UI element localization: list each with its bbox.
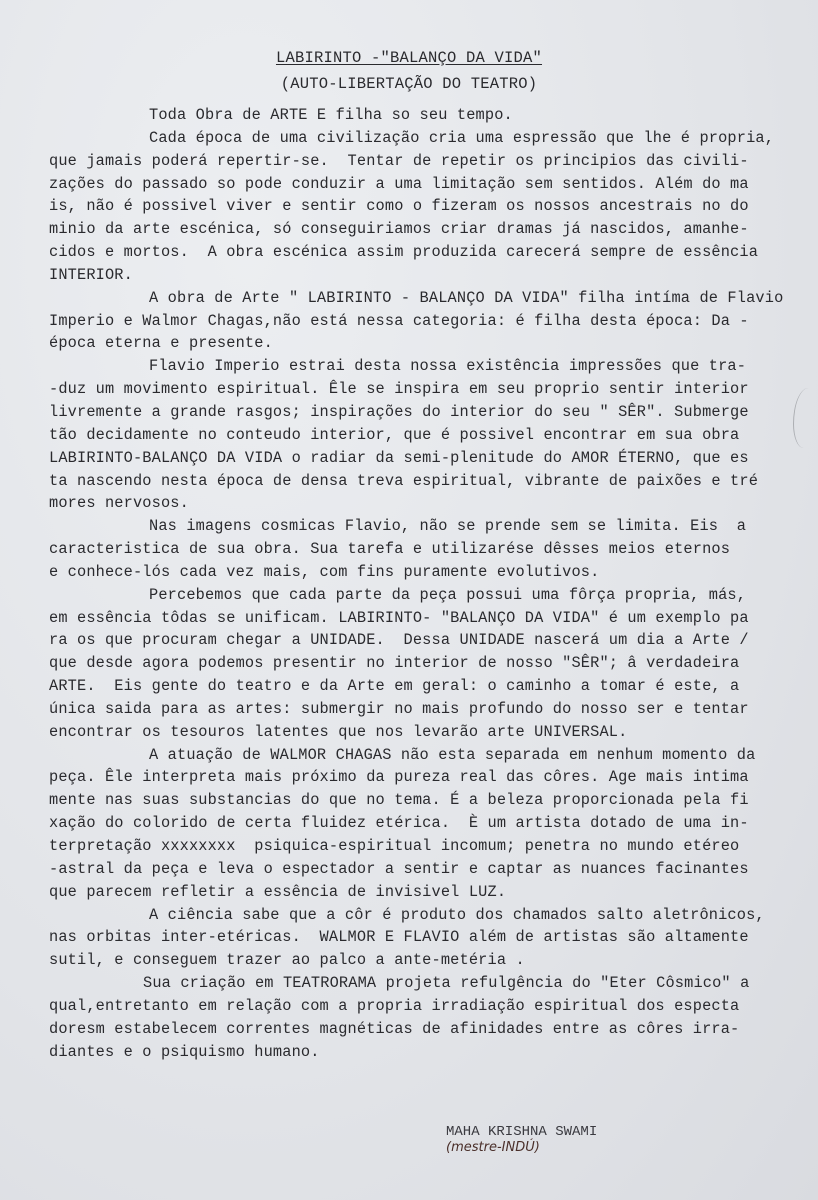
text-line: ARTE. Eis gente do teatro e da Arte em geral: o caminho a tomar é este, a — [49, 677, 740, 696]
text-line: Toda Obra de ARTE E filha so seu tempo. — [149, 106, 513, 124]
text-line: que jamais poderá repertir-se. Tentar de repetir os principios das civili- — [49, 151, 749, 170]
text-line: mores nervosos. — [49, 494, 189, 513]
text-line: diantes e o psiquismo humano. — [49, 1042, 320, 1061]
text-line: mente nas suas substancias do que no tema. É a beleza proporcionada pela fi — [49, 791, 749, 810]
text-line: Percebemos que cada parte da peça possui uma fôrça propria, más, — [149, 585, 747, 604]
document-body — [49, 104, 809, 1063]
text-line: A obra de Arte " LABIRINTO - BALANÇO DA VIDA" filha intíma de Flavio — [149, 288, 784, 307]
text-line: terpretação xxxxxxxx psiquica-espiritual incomum; penetra no mundo etéreo — [49, 837, 740, 855]
text-line: cidos e mortos. A obra escénica assim produzida carecerá sempre de essência — [49, 243, 759, 262]
text-line: caracteristica de sua obra. Sua tarefa e utilizarése dêsses meios eternos — [49, 540, 731, 559]
text-line: sutil, e conseguem trazer ao palco a ante-metéria . — [49, 951, 525, 970]
document-title: LABIRINTO -"BALANÇO DA VIDA" — [275, 49, 543, 67]
text-line: época eterna e presente. — [49, 334, 273, 353]
text-line: ra os que procuram chegar a UNIDADE. Dessa UNIDADE nascerá um dia a Arte / — [49, 631, 749, 650]
text-line: e conhece-lós cada vez mais, com fins puramente evolutivos. — [49, 562, 600, 581]
text-line: encontrar os tesouros latentes que nos levarão arte UNIVERSAL. — [49, 722, 628, 741]
text-line: LABIRINTO-BALANÇO DA VIDA o radiar da semi-plenitude do AMOR ÉTERNO, que es — [49, 448, 749, 467]
text-line: A ciência sabe que a côr é produto dos chamados salto aletrônicos, — [149, 905, 765, 924]
signature-name: MAHA KRISHNA SWAMI — [446, 1124, 598, 1140]
text-line: INTERIOR. — [49, 265, 133, 284]
text-line: tão decidamente no conteudo interior, que é possivel encontrar em sua obra — [49, 425, 740, 444]
text-line: Cada época de uma civilização cria uma espressão que lhe é propria, — [149, 128, 775, 147]
text-line: qual,entretanto em relação com a propria irradiação espiritual dos especta — [49, 996, 740, 1015]
text-line: peça. Êle interpreta mais próximo da pureza real das côres. Age mais intima — [49, 768, 749, 787]
text-line: zações do passado so pode conduzir a uma limitação sem sentidos. Além do ma — [49, 174, 749, 193]
text-line: Sua criação em TEATRORAMA projeta refulgência do "Eter Côsmico" a — [143, 974, 750, 993]
document-subtitle: (AUTO-LIBERTAÇÃO DO TEATRO) — [280, 75, 538, 93]
text-line: livremente a grande rasgos; inspirações do interior do seu " SÊR". Submerge — [49, 402, 749, 421]
text-line: que parecem refletir a essência de invisivel LUZ. — [49, 882, 507, 901]
text-line: que desde agora podemos presentir no interior de nosso "SÊR"; â verdadeira — [49, 654, 740, 673]
text-line: is, não é possivel viver e sentir como o fizeram os nossos ancestrais no do — [49, 197, 749, 216]
text-line: xação do colorido de certa fluidez etérica. È um artista dotado de uma in- — [49, 814, 749, 833]
text-line: -astral da peça e leva o espectador a sentir e captar as nuances facinantes — [49, 859, 749, 878]
text-line: Nas imagens cosmicas Flavio, não se prende sem se limita. Eis a — [149, 517, 747, 536]
text-line: em essência tôdas se unificam. LABIRINTO- "BALANÇO DA VIDA" é um exemplo pa — [49, 608, 749, 627]
text-line: Imperio e Walmor Chagas,não está nessa categoria: é filha desta época: Da - — [49, 311, 749, 330]
text-line: A atuação de WALMOR CHAGAS não esta separada em nenhum momento da — [149, 745, 756, 764]
text-line: Flavio Imperio estrai desta nossa existência impressões que tra- — [149, 357, 747, 376]
text-line: -duz um movimento espiritual. Êle se inspira em seu proprio sentir interior — [49, 380, 749, 399]
text-line: única saida para as artes: submergir no mais profundo do nosso ser e tentar — [49, 699, 749, 718]
text-line: doresm estabelecem correntes magnéticas de afinidades entre as côres irra- — [49, 1019, 740, 1038]
signature-handwritten-note: (mestre-INDÚ) — [446, 1140, 540, 1155]
text-line: ta nascendo nesta época de densa treva espiritual, vibrante de paixões e tré — [49, 471, 759, 490]
text-line: nas orbitas inter-etéricas. WALMOR E FLAVIO além de artistas são altamente — [49, 928, 749, 947]
text-line: minio da arte escénica, só conseguiriamos criar dramas já nascidos, amanhe- — [49, 220, 749, 239]
